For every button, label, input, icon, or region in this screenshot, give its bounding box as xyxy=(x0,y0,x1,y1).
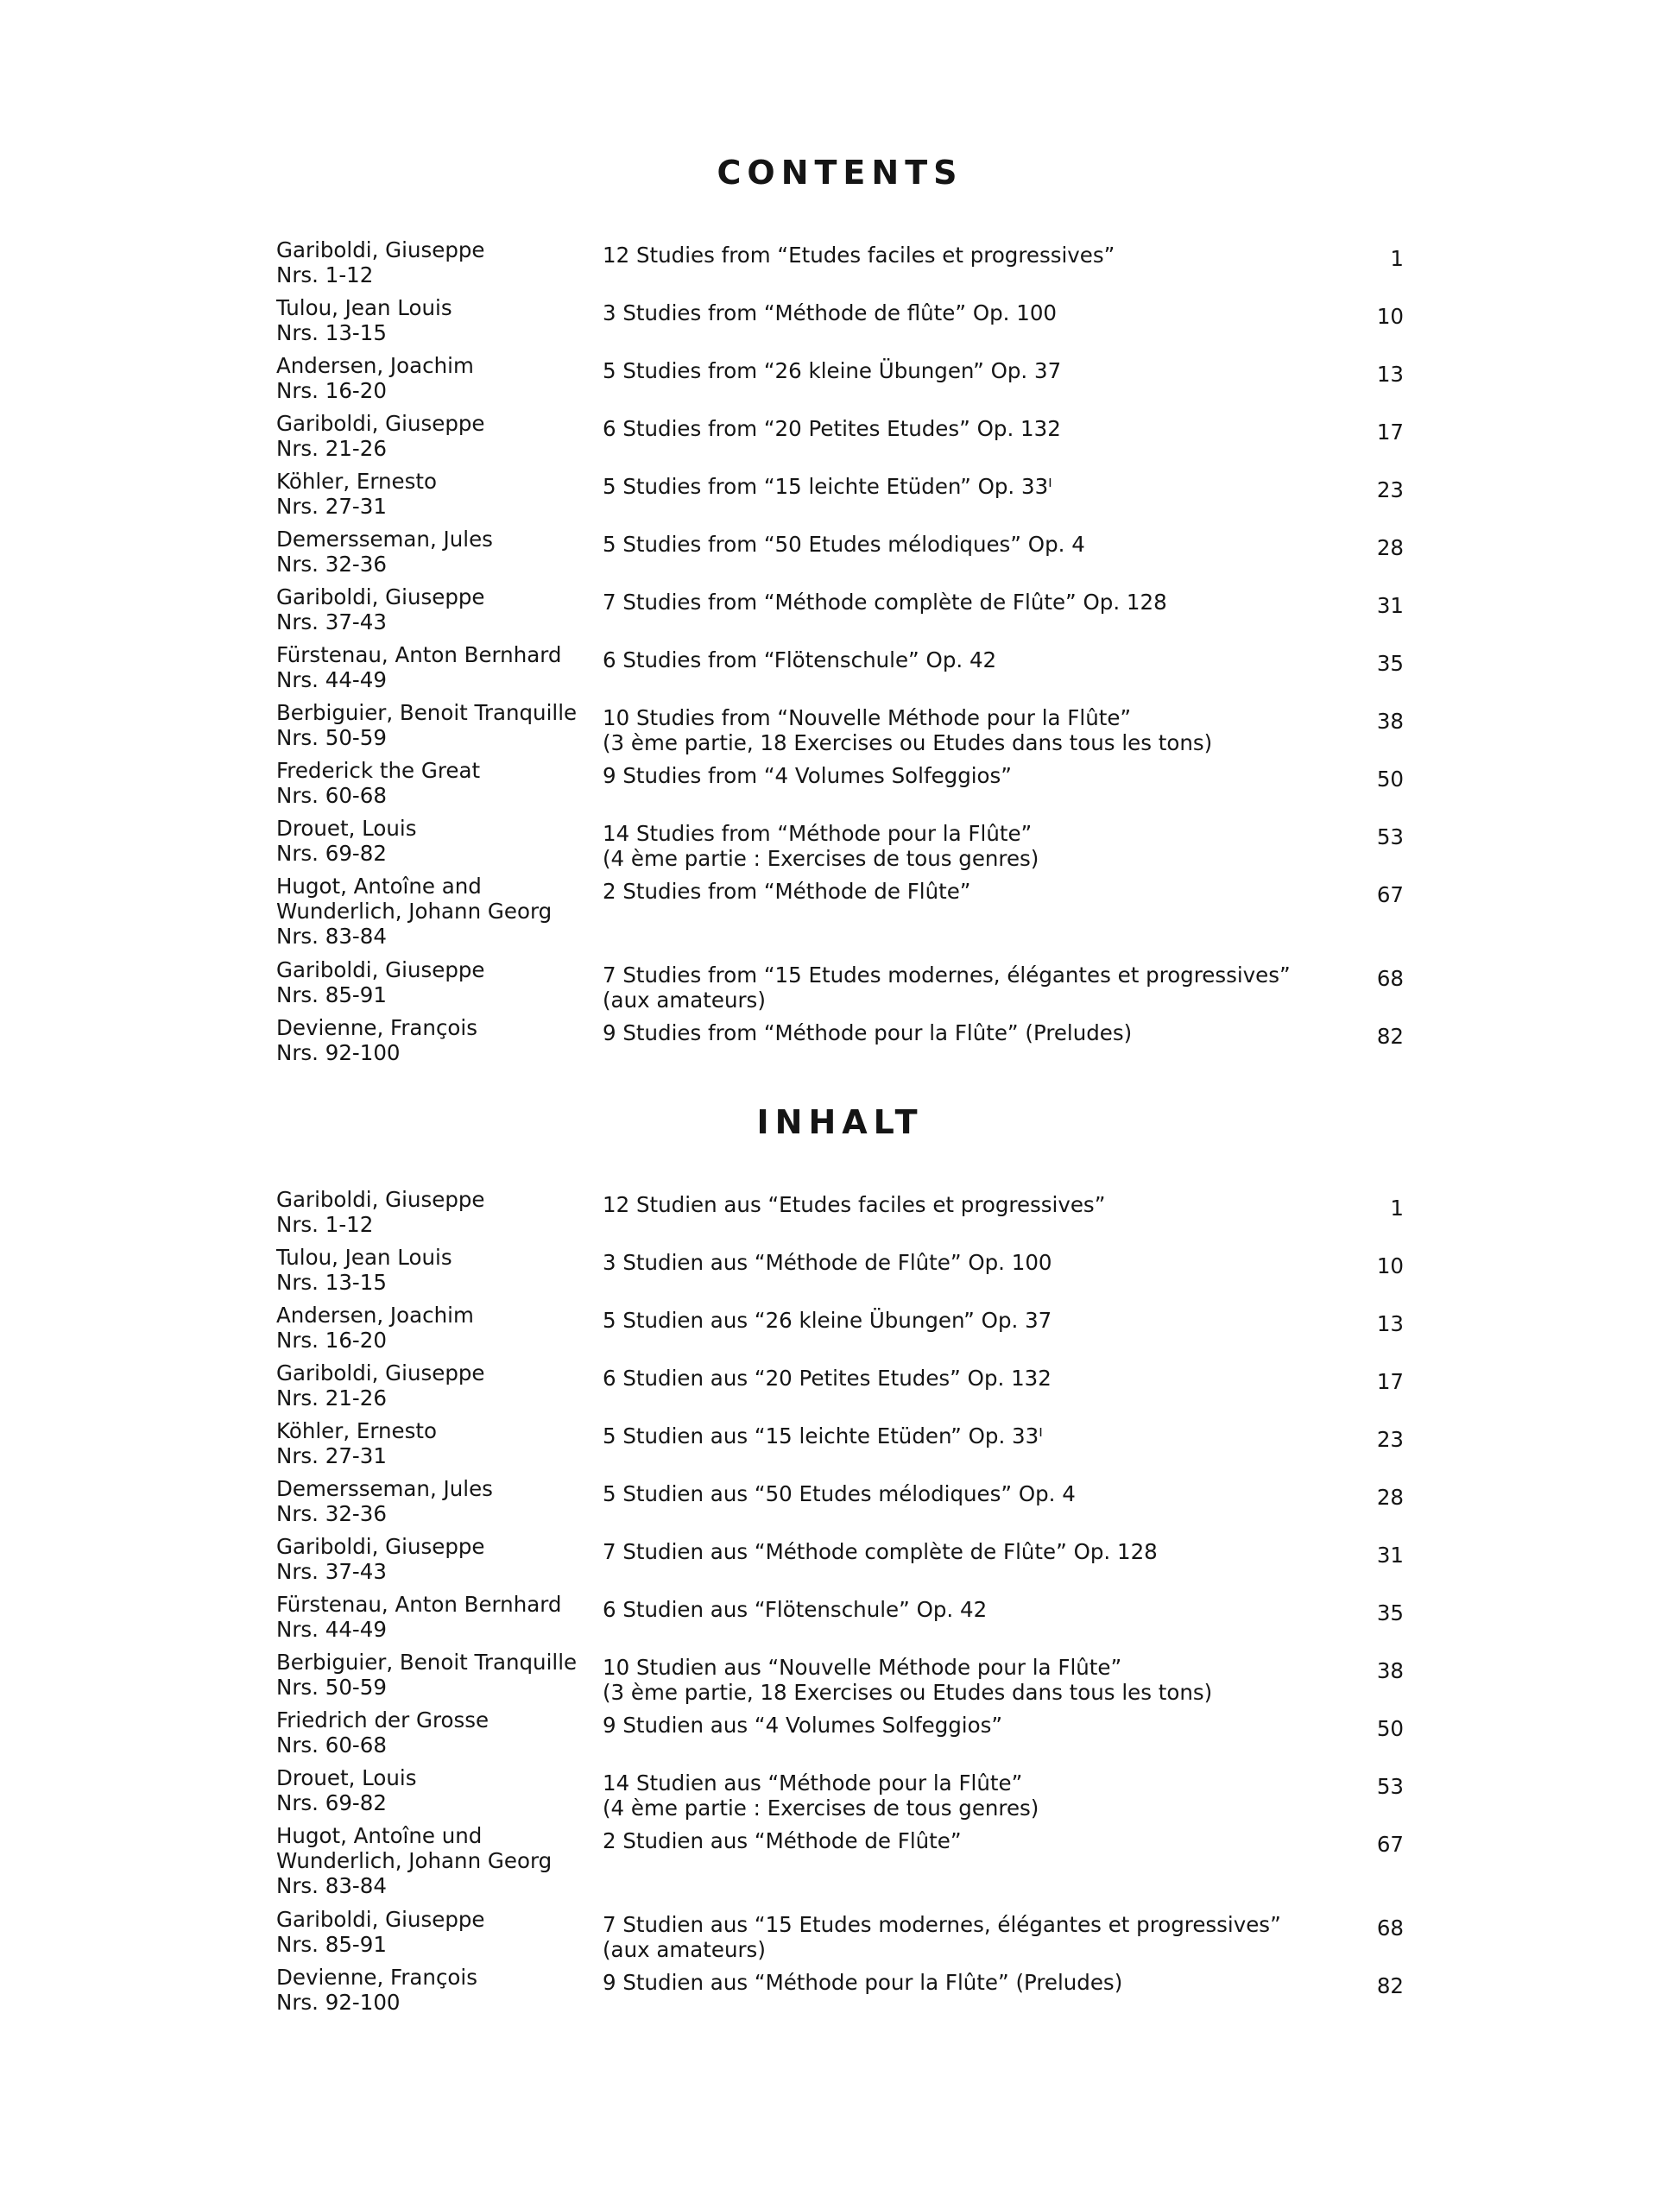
composer-name: Devienne, François xyxy=(276,1965,477,1990)
work-title xyxy=(603,1366,1319,1391)
work-line: 2 Studies from “Méthode de Flûte” xyxy=(603,879,971,904)
page-number: 23 xyxy=(1376,1427,1404,1452)
study-numbers: Nrs. 16-20 xyxy=(276,378,387,403)
study-numbers: Nrs. 37-43 xyxy=(276,609,387,634)
study-numbers: Nrs. 69-82 xyxy=(276,1790,387,1815)
composer-name: Gariboldi, Giuseppe xyxy=(276,411,485,436)
page-number: 28 xyxy=(1376,535,1404,560)
page-number: 13 xyxy=(1376,1311,1404,1336)
composer-name: Gariboldi, Giuseppe xyxy=(276,1534,485,1559)
work-line: (4 ème partie : Exercises de tous genres) xyxy=(603,846,1039,871)
work-line: 5 Studies from “26 kleine Übungen” Op. 37 xyxy=(603,358,1062,383)
composer-cell xyxy=(276,1707,604,1758)
study-numbers: Nrs. 21-26 xyxy=(276,436,387,461)
page-number: 1 xyxy=(1390,246,1404,271)
work-title xyxy=(603,1308,1319,1333)
work-line: 14 Studies from “Méthode pour la Flûte” xyxy=(603,821,1033,846)
composer-name: Gariboldi, Giuseppe xyxy=(276,1187,485,1212)
toc-entry xyxy=(0,469,1680,527)
page-number: 28 xyxy=(1376,1485,1404,1510)
page-number: 1 xyxy=(1390,1196,1404,1221)
composer-name: Hugot, Antoîne and xyxy=(276,874,482,899)
work-title xyxy=(603,763,1319,788)
work-title xyxy=(603,1828,1319,1853)
page-number: 31 xyxy=(1376,593,1404,618)
composer-cell xyxy=(276,1476,604,1526)
toc-entry xyxy=(0,1907,1680,1965)
toc-entry xyxy=(0,1303,1680,1360)
work-line: 9 Studies from “4 Volumes Solfeggios” xyxy=(603,763,1012,788)
composer-name: Gariboldi, Giuseppe xyxy=(276,1360,485,1385)
work-line: (aux amateurs) xyxy=(603,1937,766,1962)
composer-cell xyxy=(276,642,604,692)
work-line: 6 Studies from “20 Petites Etudes” Op. 132 xyxy=(603,416,1061,441)
composer-cell xyxy=(276,237,604,287)
work-title xyxy=(603,1423,1319,1448)
work-title xyxy=(603,358,1319,383)
composer-cell xyxy=(276,353,604,403)
toc-entry xyxy=(0,1765,1680,1823)
study-numbers: Nrs. 44-49 xyxy=(276,1617,387,1642)
work-line: 7 Studien aus “15 Etudes modernes, élégantes et progressives” xyxy=(603,1912,1281,1937)
page-number: 82 xyxy=(1376,1024,1404,1049)
toc-entry xyxy=(0,1187,1680,1245)
study-numbers: Nrs. 92-100 xyxy=(276,1990,401,2015)
work-line: 5 Studien aus “15 leichte Etüden” Op. 33ᴵ xyxy=(603,1423,1043,1448)
page-number: 53 xyxy=(1376,1774,1404,1799)
study-numbers: Nrs. 60-68 xyxy=(276,783,387,808)
composer-cell xyxy=(276,295,604,345)
study-numbers: Nrs. 92-100 xyxy=(276,1040,401,1065)
toc-entry xyxy=(0,1592,1680,1650)
work-title xyxy=(603,300,1319,325)
page-number: 10 xyxy=(1376,1253,1404,1278)
composer-name: Andersen, Joachim xyxy=(276,353,474,378)
composer-name: Friedrich der Grosse xyxy=(276,1707,489,1732)
study-numbers: Nrs. 27-31 xyxy=(276,1443,387,1468)
study-numbers: Nrs. 44-49 xyxy=(276,667,387,692)
composer-name: Wunderlich, Johann Georg xyxy=(276,1848,553,1873)
work-line: 7 Studies from “15 Etudes modernes, élégantes et progressives” xyxy=(603,962,1291,988)
page-number: 67 xyxy=(1376,882,1404,907)
work-line: 5 Studien aus “26 kleine Übungen” Op. 37 xyxy=(603,1308,1052,1333)
toc-entry xyxy=(0,1476,1680,1534)
toc-entry xyxy=(0,957,1680,1015)
page-number: 53 xyxy=(1376,824,1404,849)
work-title xyxy=(603,1597,1319,1622)
work-title xyxy=(603,416,1319,441)
composer-name: Hugot, Antoîne und xyxy=(276,1823,483,1848)
toc-entry xyxy=(0,1707,1680,1765)
toc-entry xyxy=(0,1650,1680,1707)
work-line: 6 Studien aus “20 Petites Etudes” Op. 132 xyxy=(603,1366,1052,1391)
page-number: 38 xyxy=(1376,1658,1404,1683)
composer-name: Fürstenau, Anton Bernhard xyxy=(276,642,562,667)
composer-cell xyxy=(276,1765,604,1815)
page-number: 17 xyxy=(1376,1369,1404,1394)
work-title xyxy=(603,1912,1319,1962)
composer-name: Gariboldi, Giuseppe xyxy=(276,237,485,262)
work-line: 5 Studies from “50 Etudes mélodiques” Op. 4 xyxy=(603,532,1085,557)
study-numbers: Nrs. 37-43 xyxy=(276,1559,387,1584)
work-line: (3 ème partie, 18 Exercises ou Etudes dans tous les tons) xyxy=(603,730,1213,755)
work-line: 14 Studien aus “Méthode pour la Flûte” xyxy=(603,1770,1023,1796)
work-line: 12 Studien aus “Etudes faciles et progressives” xyxy=(603,1192,1106,1217)
study-numbers: Nrs. 83-84 xyxy=(276,924,387,949)
composer-cell xyxy=(276,1245,604,1295)
composer-name: Devienne, François xyxy=(276,1015,477,1040)
study-numbers: Nrs. 83-84 xyxy=(276,1873,387,1898)
work-title xyxy=(603,1192,1319,1217)
page-number: 23 xyxy=(1376,477,1404,502)
study-numbers: Nrs. 32-36 xyxy=(276,552,387,577)
work-title xyxy=(603,879,1319,904)
work-line: (3 ème partie, 18 Exercises ou Etudes dans tous les tons) xyxy=(603,1680,1213,1705)
work-line: 7 Studies from “Méthode complète de Flûte” Op. 128 xyxy=(603,590,1167,615)
study-numbers: Nrs. 60-68 xyxy=(276,1732,387,1758)
page-number: 38 xyxy=(1376,709,1404,734)
composer-name: Köhler, Ernesto xyxy=(276,469,437,494)
page-number: 17 xyxy=(1376,420,1404,445)
work-line: 12 Studies from “Etudes faciles et progressives” xyxy=(603,243,1115,268)
study-numbers: Nrs. 1-12 xyxy=(276,1212,374,1237)
composer-name: Demersseman, Jules xyxy=(276,1476,493,1501)
work-title xyxy=(603,705,1319,755)
composer-cell xyxy=(276,874,604,949)
work-title xyxy=(603,1970,1319,1995)
work-title xyxy=(603,1539,1319,1564)
work-title xyxy=(603,821,1319,871)
work-line: 5 Studien aus “50 Etudes mélodiques” Op. 4 xyxy=(603,1481,1076,1506)
study-numbers: Nrs. 21-26 xyxy=(276,1385,387,1411)
composer-name: Drouet, Louis xyxy=(276,816,417,841)
page-number: 67 xyxy=(1376,1832,1404,1857)
toc-entry xyxy=(0,584,1680,642)
toc-entry xyxy=(0,1360,1680,1418)
toc-entry xyxy=(0,1965,1680,2023)
composer-cell xyxy=(276,758,604,808)
work-title xyxy=(603,243,1319,268)
study-numbers: Nrs. 85-91 xyxy=(276,982,387,1007)
composer-name: Berbiguier, Benoit Tranquille xyxy=(276,1650,578,1675)
composer-name: Gariboldi, Giuseppe xyxy=(276,584,485,609)
composer-cell xyxy=(276,1360,604,1411)
toc-entry xyxy=(0,1534,1680,1592)
toc-entry xyxy=(0,874,1680,957)
work-line: 9 Studies from “Méthode pour la Flûte” (Preludes) xyxy=(603,1020,1133,1045)
study-numbers: Nrs. 27-31 xyxy=(276,494,387,519)
study-numbers: Nrs. 32-36 xyxy=(276,1501,387,1526)
page-number: 13 xyxy=(1376,362,1404,387)
work-line: (4 ème partie : Exercises de tous genres) xyxy=(603,1796,1039,1821)
inhalt-heading: INHALT xyxy=(756,1103,924,1141)
composer-cell xyxy=(276,1907,604,1957)
composer-name: Gariboldi, Giuseppe xyxy=(276,957,485,982)
toc-entry xyxy=(0,1418,1680,1476)
work-line: 10 Studies from “Nouvelle Méthode pour la Flûte” xyxy=(603,705,1132,730)
work-line: 6 Studien aus “Flötenschule” Op. 42 xyxy=(603,1597,988,1622)
work-title xyxy=(603,962,1319,1013)
composer-cell xyxy=(276,411,604,461)
study-numbers: Nrs. 1-12 xyxy=(276,262,374,287)
composer-cell xyxy=(276,1187,604,1237)
composer-cell xyxy=(276,1015,604,1065)
work-line: 10 Studien aus “Nouvelle Méthode pour la Flûte” xyxy=(603,1655,1122,1680)
composer-name: Wunderlich, Johann Georg xyxy=(276,899,553,924)
work-line: 3 Studies from “Méthode de flûte” Op. 100 xyxy=(603,300,1057,325)
composer-cell xyxy=(276,469,604,519)
composer-cell xyxy=(276,1592,604,1642)
composer-cell xyxy=(276,584,604,634)
page-number: 50 xyxy=(1376,1716,1404,1741)
toc-entry xyxy=(0,1823,1680,1907)
work-title xyxy=(603,1655,1319,1705)
composer-cell xyxy=(276,1965,604,2015)
composer-cell xyxy=(276,527,604,577)
composer-cell xyxy=(276,816,604,866)
work-line: (aux amateurs) xyxy=(603,988,766,1013)
toc-entry xyxy=(0,411,1680,469)
work-title xyxy=(603,590,1319,615)
work-line: 9 Studien aus “4 Volumes Solfeggios” xyxy=(603,1713,1003,1738)
page-number: 35 xyxy=(1376,651,1404,676)
contents-list xyxy=(0,237,1680,1073)
study-numbers: Nrs. 16-20 xyxy=(276,1328,387,1353)
work-line: 6 Studies from “Flötenschule” Op. 42 xyxy=(603,647,997,672)
toc-entry xyxy=(0,237,1680,295)
page-number: 82 xyxy=(1376,1973,1404,1998)
study-numbers: Nrs. 50-59 xyxy=(276,1675,387,1700)
study-numbers: Nrs. 85-91 xyxy=(276,1932,387,1957)
composer-name: Andersen, Joachim xyxy=(276,1303,474,1328)
work-title xyxy=(603,1020,1319,1045)
composer-cell xyxy=(276,1650,604,1700)
work-title xyxy=(603,1713,1319,1738)
work-title xyxy=(603,1250,1319,1275)
page-number: 68 xyxy=(1376,966,1404,991)
page-number: 50 xyxy=(1376,767,1404,792)
study-numbers: Nrs. 13-15 xyxy=(276,320,387,345)
composer-cell xyxy=(276,1303,604,1353)
composer-cell xyxy=(276,1418,604,1468)
composer-name: Frederick the Great xyxy=(276,758,481,783)
composer-cell xyxy=(276,957,604,1007)
study-numbers: Nrs. 50-59 xyxy=(276,725,387,750)
composer-name: Gariboldi, Giuseppe xyxy=(276,1907,485,1932)
composer-name: Drouet, Louis xyxy=(276,1765,417,1790)
composer-name: Tulou, Jean Louis xyxy=(276,295,452,320)
composer-name: Berbiguier, Benoit Tranquille xyxy=(276,700,578,725)
work-title xyxy=(603,532,1319,557)
toc-entry xyxy=(0,642,1680,700)
work-line: 5 Studies from “15 leichte Etüden” Op. 33ᴵ xyxy=(603,474,1052,499)
page-number: 68 xyxy=(1376,1916,1404,1941)
toc-entry xyxy=(0,527,1680,584)
work-line: 7 Studien aus “Méthode complète de Flûte” Op. 128 xyxy=(603,1539,1158,1564)
inhalt-list xyxy=(0,1187,1680,2023)
composer-name: Fürstenau, Anton Bernhard xyxy=(276,1592,562,1617)
work-title xyxy=(603,647,1319,672)
study-numbers: Nrs. 69-82 xyxy=(276,841,387,866)
toc-entry xyxy=(0,295,1680,353)
work-title xyxy=(603,474,1319,499)
work-line: 2 Studien aus “Méthode de Flûte” xyxy=(603,1828,962,1853)
work-line: 9 Studien aus “Méthode pour la Flûte” (Preludes) xyxy=(603,1970,1123,1995)
composer-cell xyxy=(276,1823,604,1898)
composer-cell xyxy=(276,1534,604,1584)
composer-cell xyxy=(276,700,604,750)
work-title xyxy=(603,1770,1319,1821)
work-title xyxy=(603,1481,1319,1506)
toc-entry xyxy=(0,1245,1680,1303)
composer-name: Tulou, Jean Louis xyxy=(276,1245,452,1270)
toc-entry xyxy=(0,353,1680,411)
toc-entry xyxy=(0,1015,1680,1073)
work-line: 3 Studien aus “Méthode de Flûte” Op. 100 xyxy=(603,1250,1052,1275)
page-number: 35 xyxy=(1376,1600,1404,1625)
page-number: 10 xyxy=(1376,304,1404,329)
contents-heading: CONTENTS xyxy=(717,154,963,192)
toc-entry xyxy=(0,816,1680,874)
toc-entry xyxy=(0,758,1680,816)
page-number: 31 xyxy=(1376,1543,1404,1568)
toc-entry xyxy=(0,700,1680,758)
composer-name: Köhler, Ernesto xyxy=(276,1418,437,1443)
composer-name: Demersseman, Jules xyxy=(276,527,493,552)
study-numbers: Nrs. 13-15 xyxy=(276,1270,387,1295)
